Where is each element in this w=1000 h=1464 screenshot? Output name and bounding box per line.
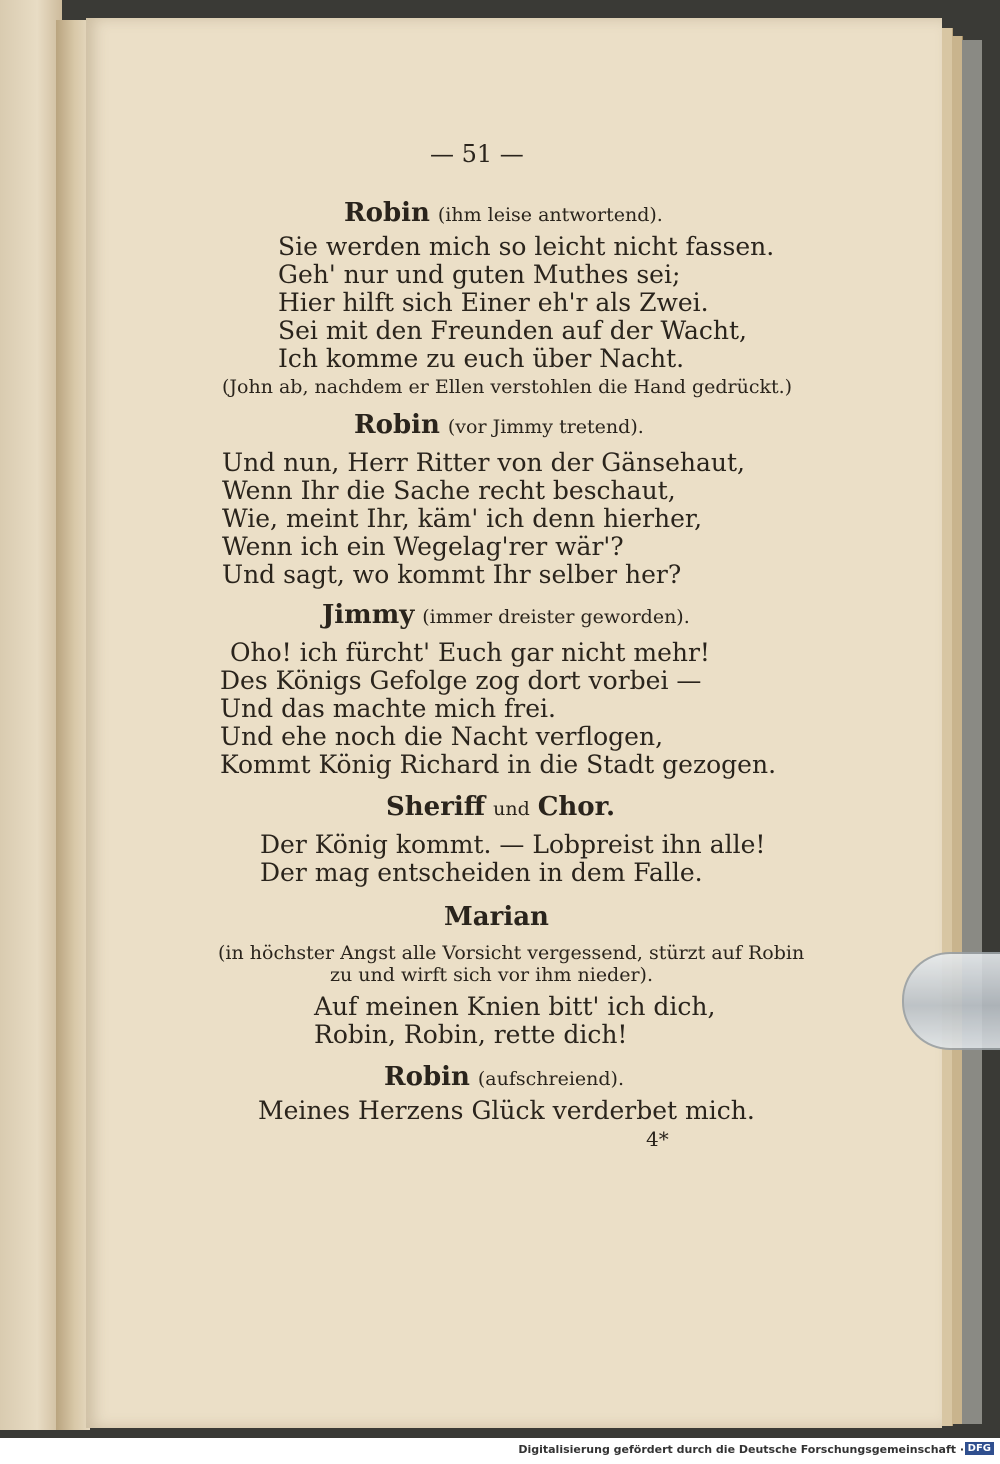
left-page-edge — [0, 0, 62, 1430]
page-number: — 51 — — [430, 140, 524, 168]
verse-line: Der König kommt. — Lobpreist ihn alle! — [260, 830, 766, 859]
verse-line: Hier hilft sich Einer eh'r als Zwei. — [278, 288, 709, 317]
cover-edge — [962, 40, 982, 1424]
speaker-heading: Sheriff und Chor. — [386, 792, 615, 822]
footer-credit: Digitalisierung gefördert durch die Deutsche Forschungsgemeinschaft · — [518, 1443, 964, 1456]
signature-mark: 4* — [646, 1127, 669, 1151]
verse-line: Wenn Ihr die Sache recht beschaut, — [222, 476, 676, 505]
verse-line: Wie, meint Ihr, käm' ich denn hierher, — [222, 504, 703, 533]
verse-line: Sie werden mich so leicht nicht fassen. — [278, 232, 775, 261]
verse-line: Und ehe noch die Nacht verflogen, — [220, 722, 664, 751]
speaker-heading: Robin (vor Jimmy tretend). — [354, 410, 644, 440]
verse-line: Meines Herzens Glück verderbet mich. — [258, 1096, 755, 1125]
verse-line: Der mag entscheiden in dem Falle. — [260, 858, 703, 887]
page-clip — [902, 952, 1000, 1050]
verse-line: Des Königs Gefolge zog dort vorbei — — [220, 666, 702, 695]
verse-line: Ich komme zu euch über Nacht. — [278, 344, 685, 373]
stage-direction: zu und wirft sich vor ihm nieder). — [330, 964, 653, 986]
verse-line: Auf meinen Knien bitt' ich dich, — [314, 992, 716, 1021]
verse-line: Wenn ich ein Wegelag'rer wär'? — [222, 532, 624, 561]
verse-line: Und nun, Herr Ritter von der Gänsehaut, — [222, 448, 745, 477]
verse-line: Und das machte mich frei. — [220, 694, 556, 723]
verse-line: Geh' nur und guten Muthes sei; — [278, 260, 681, 289]
verse-line: Und sagt, wo kommt Ihr selber her? — [222, 560, 682, 589]
verse-line: Sei mit den Freunden auf der Wacht, — [278, 316, 747, 345]
stage-direction: (John ab, nachdem er Ellen verstohlen die Hand gedrückt.) — [222, 376, 793, 398]
verse-line: Kommt König Richard in die Stadt gezogen. — [220, 750, 777, 779]
footer-bar — [0, 1438, 1000, 1464]
speaker-heading: Robin (ihm leise antwortend). — [344, 198, 663, 228]
speaker-heading: Robin (aufschreiend). — [384, 1062, 625, 1092]
speaker-heading: Jimmy (immer dreister geworden). — [322, 600, 690, 630]
book-gutter — [56, 20, 90, 1430]
verse-line: Robin, Robin, rette dich! — [314, 1020, 628, 1049]
speaker-heading: Marian — [444, 902, 549, 932]
stage-direction: (in höchster Angst alle Vorsicht vergessend, stürzt auf Robin — [218, 942, 805, 964]
verse-line: Oho! ich fürcht' Euch gar nicht mehr! — [230, 638, 710, 667]
dfg-logo: DFG — [965, 1442, 994, 1455]
book-page — [86, 18, 942, 1428]
